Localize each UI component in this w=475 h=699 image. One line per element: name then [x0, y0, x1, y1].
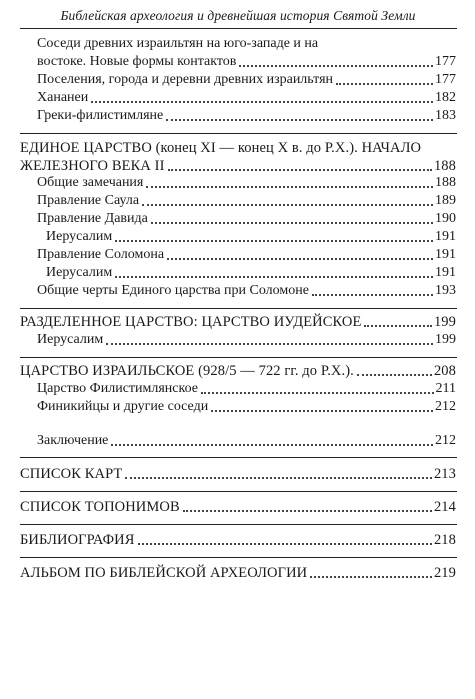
toc-entry [37, 89, 456, 107]
toc-subentry [46, 228, 456, 246]
toc-chapter-title: СПИСОК КАРТ [20, 466, 123, 482]
section-rule [20, 557, 457, 558]
section-rule [20, 524, 457, 525]
toc-entry-title: Иерусалим [46, 265, 113, 280]
toc-entry-title: Общие замечания [37, 175, 144, 190]
header-rule [20, 28, 457, 29]
toc-entry-title: востоке. Новые формы контактов [37, 54, 237, 69]
running-header: Библейская археология и древнейшая история Святой Земли [60, 8, 416, 23]
dot-leader [146, 186, 433, 188]
toc-chapter [20, 465, 456, 483]
toc-entry-title: Правление Саула [37, 193, 140, 208]
dot-leader [167, 258, 433, 260]
toc-page-number: 218 [433, 532, 456, 548]
toc-subentry [46, 264, 456, 282]
toc-page-number: 212 [435, 433, 456, 448]
toc-entry [37, 53, 456, 71]
toc-entry [37, 331, 456, 349]
dot-leader [211, 410, 433, 412]
toc-entry [37, 398, 456, 416]
toc-page-number: 188 [433, 158, 456, 174]
toc-page-number: 183 [435, 108, 456, 123]
toc-page-number: 182 [435, 90, 456, 105]
toc-page-number: 177 [435, 72, 456, 87]
toc-entry-title: Правление Давида [37, 211, 148, 226]
toc-entry-title: Правление Соломона [37, 247, 165, 262]
dot-leader [336, 83, 433, 85]
dot-leader [168, 169, 432, 171]
toc-page-number: 188 [435, 175, 456, 190]
toc-entry [37, 432, 456, 450]
toc-chapter-title: СПИСОК ТОПОНИМОВ [20, 499, 180, 515]
toc-entry-title: Финикийцы и другие соседи [37, 399, 209, 414]
dot-leader [239, 65, 433, 67]
toc-chapter [20, 157, 456, 175]
toc-chapter-heading: ЕДИНОЕ ЦАРСТВО (конец XI — конец X в. до Р.Х.). НАЧАЛО [20, 140, 422, 156]
toc-entry [37, 380, 456, 398]
toc-entry-text: Соседи древних израильтян на юго-западе и на [37, 36, 319, 51]
toc-chapter [20, 313, 456, 331]
toc-entry [37, 71, 456, 89]
toc-chapter-title: БИБЛИОГРАФИЯ [20, 532, 135, 548]
toc-page-number: 193 [435, 283, 456, 298]
toc-entry [37, 192, 456, 210]
section-rule [20, 308, 457, 309]
section-rule [20, 357, 457, 358]
toc-page-number: 191 [435, 265, 456, 280]
dot-leader [91, 101, 433, 103]
toc-chapter-title: ЖЕЛЕЗНОГО ВЕКА II [20, 158, 165, 174]
toc-page-number: 219 [433, 565, 456, 581]
toc-page-number: 211 [435, 381, 456, 396]
dot-leader [115, 276, 433, 278]
toc-page-number: 191 [435, 247, 456, 262]
dot-leader [364, 325, 432, 327]
toc-page-number: 199 [435, 332, 456, 347]
dot-leader [310, 576, 432, 578]
toc-entry-title: Заключение [37, 433, 109, 448]
toc-entry [37, 174, 456, 192]
dot-leader [183, 510, 432, 512]
dot-leader [106, 343, 433, 345]
dot-leader [201, 392, 434, 394]
toc-chapter-title: ЦАРСТВО ИЗРАИЛЬСКОЕ (928/5 — 722 гг. до Р.Х.). [20, 363, 354, 379]
dot-leader [111, 444, 433, 446]
toc-page-number: 213 [433, 466, 456, 482]
toc-chapter-title: АЛЬБОМ ПО БИБЛЕЙСКОЙ АРХЕОЛОГИИ [20, 565, 308, 581]
toc-page-number: 214 [433, 499, 456, 515]
toc-chapter [20, 498, 456, 516]
section-rule [20, 133, 457, 134]
toc-entry [37, 107, 456, 125]
dot-leader [357, 374, 432, 376]
toc-entry [37, 282, 456, 300]
toc-entry-title: Царство Филистимлянское [37, 381, 198, 396]
toc-chapter [20, 362, 456, 380]
toc-page-number: 190 [435, 211, 456, 226]
section-rule [20, 491, 457, 492]
toc-chapter-title: РАЗДЕЛЕННОЕ ЦАРСТВО: ЦАРСТВО ИУДЕЙСКОЕ [20, 314, 362, 330]
section-rule [20, 457, 457, 458]
toc-page-number: 212 [435, 399, 456, 414]
toc-page-number: 177 [435, 54, 456, 69]
toc-chapter [20, 564, 456, 582]
toc-page-number: 199 [433, 314, 456, 330]
dot-leader [142, 204, 433, 206]
dot-leader [166, 119, 433, 121]
toc-page-number: 208 [433, 363, 456, 379]
toc-chapter [20, 531, 456, 549]
toc-entry-title: Общие черты Единого царства при Соломоне [37, 283, 309, 298]
toc-page-number: 189 [435, 193, 456, 208]
dot-leader [138, 543, 432, 545]
dot-leader [115, 240, 433, 242]
toc-entry [37, 210, 456, 228]
toc-entry-title: Хананеи [37, 90, 89, 105]
toc-entry-title: Иерусалим [46, 229, 113, 244]
toc-entry-title: Греки-филистимляне [37, 108, 164, 123]
dot-leader [312, 294, 433, 296]
dot-leader [125, 477, 432, 479]
toc-entry [37, 246, 456, 264]
dot-leader [151, 222, 433, 224]
toc-entry-title: Поселения, города и деревни древних израильтян [37, 72, 334, 87]
toc-page-number: 191 [435, 229, 456, 244]
toc-entry-title: Иерусалим [37, 332, 104, 347]
